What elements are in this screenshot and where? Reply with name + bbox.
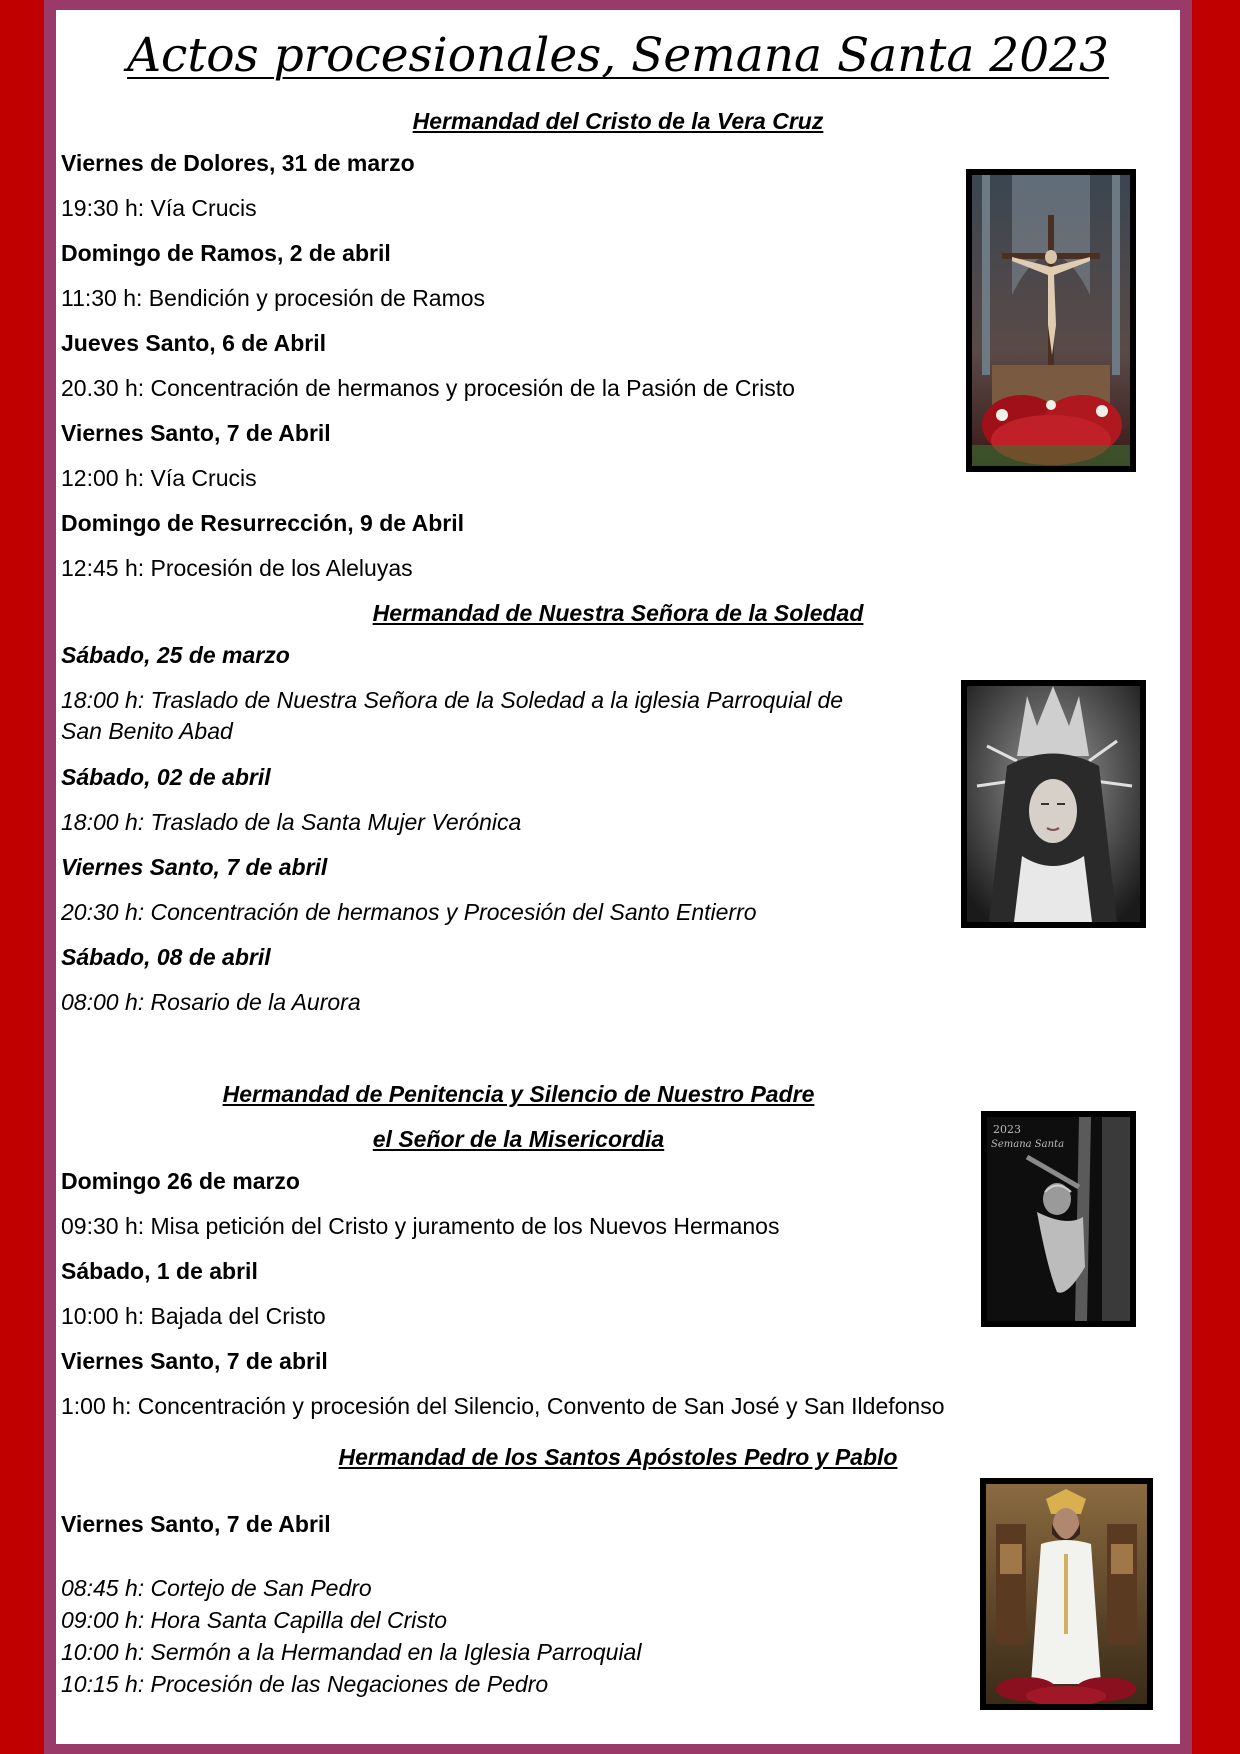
misericordia-heading-line2: el Señor de la Misericordia — [372, 1126, 665, 1152]
soledad-date: Sábado, 08 de abril — [61, 944, 271, 970]
misericordia-date: Viernes Santo, 7 de abril — [61, 1348, 328, 1374]
soledad-date: Sábado, 02 de abril — [61, 764, 271, 790]
misericordia-date: Sábado, 1 de abril — [61, 1258, 258, 1284]
soledad-event: 18:00 h: Traslado de Nuestra Señora de la Soledad a la iglesia Parroquial de — [61, 687, 844, 713]
soledad-event: 08:00 h: Rosario de la Aurora — [61, 989, 361, 1015]
vera-cruz-date: Domingo de Ramos, 2 de abril — [61, 240, 391, 266]
apostoles-event: 10:15 h: Procesión de las Negaciones de Pedro — [61, 1671, 549, 1697]
misericordia-event: 09:30 h: Misa petición del Cristo y juramento de los Nuevos Hermanos — [61, 1213, 780, 1239]
soledad-event: 18:00 h: Traslado de la Santa Mujer Verónica — [61, 809, 522, 835]
vera-cruz-date: Jueves Santo, 6 de Abril — [61, 330, 327, 356]
apostoles-event: 08:45 h: Cortejo de San Pedro — [61, 1575, 372, 1601]
vera-cruz-event: 11:30 h: Bendición y procesión de Ramos — [61, 285, 486, 311]
vera-cruz-date: Viernes Santo, 7 de Abril — [61, 420, 331, 446]
apostoles-date: Viernes Santo, 7 de Abril — [61, 1511, 331, 1537]
misericordia-date: Domingo 26 de marzo — [61, 1168, 300, 1194]
soledad-date: Sábado, 25 de marzo — [61, 642, 290, 668]
apostoles-event: 10:00 h: Sermón a la Hermandad en la Iglesia Parroquial — [61, 1639, 642, 1665]
apostoles-heading: Hermandad de los Santos Apóstoles Pedro y Pablo — [338, 1444, 898, 1470]
vera-cruz-date: Domingo de Resurrección, 9 de Abril — [61, 510, 465, 536]
document-page — [56, 10, 1180, 1744]
misericordia-event: 1:00 h: Concentración y procesión del Silencio, Convento de San José y San Ildefonso — [61, 1393, 945, 1419]
vera-cruz-event: 19:30 h: Vía Crucis — [61, 195, 257, 221]
document-title: Actos procesionales, Semana Santa 2023 — [127, 28, 1109, 83]
soledad-event-cont: San Benito Abad — [61, 718, 233, 744]
cristo-vera-cruz-photo — [966, 169, 1136, 472]
vera-cruz-event: 20.30 h: Concentración de hermanos y procesión de la Pasión de Cristo — [61, 375, 795, 401]
soledad-date: Viernes Santo, 7 de abril — [61, 854, 328, 880]
vera-cruz-heading: Hermandad del Cristo de la Vera Cruz — [412, 108, 824, 134]
misericordia-event: 10:00 h: Bajada del Cristo — [61, 1303, 326, 1329]
misericordia-heading-line1: Hermandad de Penitencia y Silencio de Nuestro Padre — [222, 1081, 815, 1107]
virgen-soledad-photo — [961, 680, 1146, 928]
soledad-heading: Hermandad de Nuestra Señora de la Soledad — [372, 600, 864, 626]
vera-cruz-event: 12:00 h: Vía Crucis — [61, 465, 257, 491]
vera-cruz-event: 12:45 h: Procesión de los Aleluyas — [61, 555, 413, 581]
poster-title: Semana Santa — [991, 1139, 1065, 1150]
soledad-event: 20:30 h: Concentración de hermanos y Procesión del Santo Entierro — [61, 899, 757, 925]
poster-year: 2023 — [993, 1123, 1021, 1136]
vera-cruz-date: Viernes de Dolores, 31 de marzo — [61, 150, 415, 176]
jesus-apostoles-photo — [980, 1478, 1153, 1710]
apostoles-event: 09:00 h: Hora Santa Capilla del Cristo — [61, 1607, 448, 1633]
cristo-misericordia-poster — [981, 1111, 1136, 1327]
